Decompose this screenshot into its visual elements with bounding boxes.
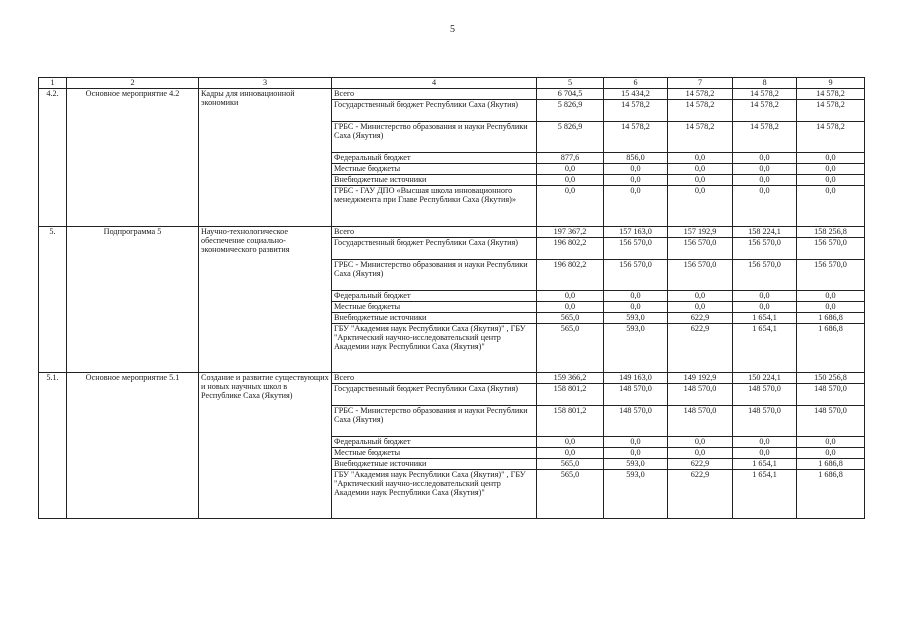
funding-source: Всего <box>332 227 537 238</box>
value-cell: 157 192,9 <box>668 227 733 238</box>
value-cell: 0,0 <box>797 302 865 313</box>
value-cell: 148 570,0 <box>797 406 865 437</box>
item-code: 4.2. <box>39 89 67 227</box>
value-cell: 150 256,8 <box>797 373 865 384</box>
value-cell: 158 224,1 <box>733 227 797 238</box>
value-cell: 0,0 <box>537 302 604 313</box>
value-cell: 1 654,1 <box>733 324 797 373</box>
value-cell: 0,0 <box>668 153 733 164</box>
value-cell: 14 578,2 <box>668 100 733 122</box>
value-cell: 0,0 <box>537 448 604 459</box>
value-cell: 856,0 <box>604 153 668 164</box>
value-cell: 0,0 <box>797 164 865 175</box>
value-cell: 14 578,2 <box>733 122 797 153</box>
value-cell: 196 802,2 <box>537 238 604 260</box>
value-cell: 196 802,2 <box>537 260 604 291</box>
value-cell: 0,0 <box>668 175 733 186</box>
value-cell: 0,0 <box>668 302 733 313</box>
value-cell: 0,0 <box>668 448 733 459</box>
funding-source: Местные бюджеты <box>332 302 537 313</box>
value-cell: 156 570,0 <box>797 260 865 291</box>
value-cell: 622,9 <box>668 470 733 519</box>
column-header: 8 <box>733 78 797 89</box>
value-cell: 156 570,0 <box>604 260 668 291</box>
funding-source: Государственный бюджет Республики Саха (Якутия) <box>332 238 537 260</box>
value-cell: 0,0 <box>668 164 733 175</box>
value-cell: 0,0 <box>797 153 865 164</box>
value-cell: 1 686,8 <box>797 324 865 373</box>
column-header: 6 <box>604 78 668 89</box>
value-cell: 150 224,1 <box>733 373 797 384</box>
item-objective: Кадры для инновационной экономики <box>199 89 332 227</box>
value-cell: 156 570,0 <box>668 238 733 260</box>
value-cell: 0,0 <box>797 437 865 448</box>
funding-source: ГРБС - ГАУ ДПО «Высшая школа инновационного менеджмента при Главе Республики Саха (Якутия)» <box>332 186 537 227</box>
value-cell: 148 570,0 <box>668 406 733 437</box>
value-cell: 565,0 <box>537 324 604 373</box>
value-cell: 0,0 <box>668 437 733 448</box>
value-cell: 148 570,0 <box>668 384 733 406</box>
value-cell: 0,0 <box>733 186 797 227</box>
value-cell: 1 654,1 <box>733 459 797 470</box>
value-cell: 0,0 <box>604 291 668 302</box>
value-cell: 0,0 <box>604 448 668 459</box>
value-cell: 14 578,2 <box>797 100 865 122</box>
funding-source: Внебюджетные источники <box>332 459 537 470</box>
funding-source: Всего <box>332 373 537 384</box>
column-header: 2 <box>67 78 199 89</box>
value-cell: 0,0 <box>668 186 733 227</box>
value-cell: 148 570,0 <box>797 384 865 406</box>
table-row <box>39 227 865 238</box>
value-cell: 0,0 <box>537 164 604 175</box>
value-cell: 1 686,8 <box>797 459 865 470</box>
value-cell: 0,0 <box>604 186 668 227</box>
value-cell: 157 163,0 <box>604 227 668 238</box>
value-cell: 593,0 <box>604 324 668 373</box>
value-cell: 0,0 <box>604 164 668 175</box>
value-cell: 0,0 <box>733 437 797 448</box>
funding-source: Федеральный бюджет <box>332 153 537 164</box>
value-cell: 0,0 <box>733 164 797 175</box>
column-header: 4 <box>332 78 537 89</box>
funding-source: Внебюджетные источники <box>332 175 537 186</box>
value-cell: 148 570,0 <box>733 384 797 406</box>
value-cell: 0,0 <box>797 186 865 227</box>
value-cell: 0,0 <box>537 437 604 448</box>
value-cell: 0,0 <box>797 448 865 459</box>
value-cell: 593,0 <box>604 313 668 324</box>
value-cell: 14 578,2 <box>668 122 733 153</box>
value-cell: 14 578,2 <box>797 89 865 100</box>
value-cell: 149 163,0 <box>604 373 668 384</box>
value-cell: 877,6 <box>537 153 604 164</box>
value-cell: 0,0 <box>537 291 604 302</box>
funding-source: Местные бюджеты <box>332 448 537 459</box>
item-name: Основное мероприятие 4.2 <box>67 89 199 227</box>
value-cell: 565,0 <box>537 459 604 470</box>
item-code: 5.1. <box>39 373 67 519</box>
value-cell: 148 570,0 <box>733 406 797 437</box>
item-name: Основное мероприятие 5.1 <box>67 373 199 519</box>
value-cell: 15 434,2 <box>604 89 668 100</box>
item-name: Подпрограмма 5 <box>67 227 199 373</box>
value-cell: 1 654,1 <box>733 470 797 519</box>
funding-source: Государственный бюджет Республики Саха (Якутия) <box>332 100 537 122</box>
item-code: 5. <box>39 227 67 373</box>
funding-source: Внебюджетные источники <box>332 313 537 324</box>
column-header: 5 <box>537 78 604 89</box>
value-cell: 149 192,9 <box>668 373 733 384</box>
value-cell: 622,9 <box>668 459 733 470</box>
funding-source: Федеральный бюджет <box>332 291 537 302</box>
value-cell: 0,0 <box>733 291 797 302</box>
value-cell: 156 570,0 <box>733 238 797 260</box>
value-cell: 156 570,0 <box>797 238 865 260</box>
value-cell: 14 578,2 <box>797 122 865 153</box>
value-cell: 5 826,9 <box>537 100 604 122</box>
value-cell: 156 570,0 <box>733 260 797 291</box>
value-cell: 0,0 <box>733 153 797 164</box>
value-cell: 565,0 <box>537 470 604 519</box>
value-cell: 0,0 <box>668 291 733 302</box>
value-cell: 0,0 <box>537 175 604 186</box>
value-cell: 0,0 <box>537 186 604 227</box>
value-cell: 622,9 <box>668 313 733 324</box>
value-cell: 593,0 <box>604 470 668 519</box>
funding-source: ГРБС - Министерство образования и науки Республики Саха (Якутия) <box>332 406 537 437</box>
value-cell: 0,0 <box>733 448 797 459</box>
header-row <box>39 78 865 89</box>
value-cell: 158 801,2 <box>537 406 604 437</box>
funding-source: Федеральный бюджет <box>332 437 537 448</box>
value-cell: 0,0 <box>604 437 668 448</box>
value-cell: 156 570,0 <box>604 238 668 260</box>
value-cell: 148 570,0 <box>604 384 668 406</box>
column-header: 1 <box>39 78 67 89</box>
funding-source: Местные бюджеты <box>332 164 537 175</box>
page-number: 5 <box>450 24 455 35</box>
item-objective: Научно-технологическое обеспечение социально-экономического развития <box>199 227 332 373</box>
column-header: 7 <box>668 78 733 89</box>
table-row <box>39 89 865 100</box>
value-cell: 14 578,2 <box>604 122 668 153</box>
budget-table <box>38 77 865 519</box>
value-cell: 6 704,5 <box>537 89 604 100</box>
funding-source: Всего <box>332 89 537 100</box>
funding-source: ГРБС - Министерство образования и науки Республики Саха (Якутия) <box>332 122 537 153</box>
funding-source: ГРБС - Министерство образования и науки Республики Саха (Якутия) <box>332 260 537 291</box>
value-cell: 0,0 <box>733 175 797 186</box>
value-cell: 1 686,8 <box>797 313 865 324</box>
table-row <box>39 373 865 384</box>
value-cell: 0,0 <box>797 175 865 186</box>
item-objective: Создание и развитие существующих и новых научных школ в Республике Саха (Якутия) <box>199 373 332 519</box>
value-cell: 622,9 <box>668 324 733 373</box>
column-header: 9 <box>797 78 865 89</box>
value-cell: 14 578,2 <box>668 89 733 100</box>
value-cell: 0,0 <box>604 175 668 186</box>
value-cell: 593,0 <box>604 459 668 470</box>
value-cell: 1 654,1 <box>733 313 797 324</box>
value-cell: 158 256,8 <box>797 227 865 238</box>
value-cell: 156 570,0 <box>668 260 733 291</box>
column-header: 3 <box>199 78 332 89</box>
value-cell: 14 578,2 <box>733 89 797 100</box>
value-cell: 197 367,2 <box>537 227 604 238</box>
value-cell: 14 578,2 <box>733 100 797 122</box>
value-cell: 0,0 <box>604 302 668 313</box>
value-cell: 565,0 <box>537 313 604 324</box>
value-cell: 158 801,2 <box>537 384 604 406</box>
value-cell: 0,0 <box>797 291 865 302</box>
value-cell: 148 570,0 <box>604 406 668 437</box>
value-cell: 1 686,8 <box>797 470 865 519</box>
value-cell: 159 366,2 <box>537 373 604 384</box>
value-cell: 5 826,9 <box>537 122 604 153</box>
value-cell: 0,0 <box>733 302 797 313</box>
funding-source: Государственный бюджет Республики Саха (Якутия) <box>332 384 537 406</box>
funding-source: ГБУ "Академия наук Республики Саха (Якутия)" , ГБУ "Арктический научно-исследовательский центр Академии наук Республики Саха (Якутия)" <box>332 470 537 519</box>
funding-source: ГБУ "Академия наук Республики Саха (Якутия)" , ГБУ "Арктический научно-исследовательский центр Академии наук Республики Саха (Якутия)" <box>332 324 537 373</box>
value-cell: 14 578,2 <box>604 100 668 122</box>
